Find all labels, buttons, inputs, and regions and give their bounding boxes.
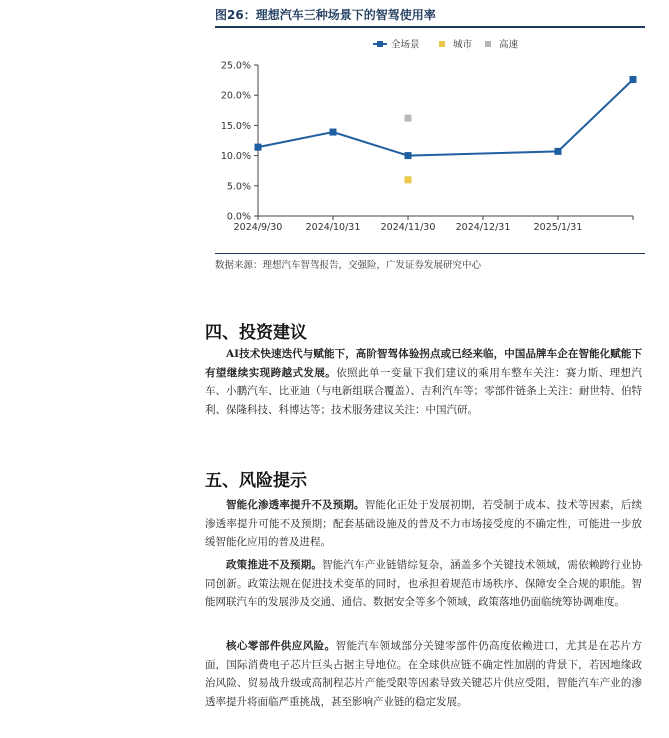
x-tick-label: 2025/1/31 bbox=[533, 222, 583, 233]
data-point-1 bbox=[630, 76, 637, 83]
y-tick-label: 15.0% bbox=[220, 120, 251, 132]
y-tick-label: 5.0% bbox=[226, 181, 251, 193]
risk-paragraph-2 bbox=[205, 556, 642, 612]
y-tick-label: 10.0% bbox=[220, 151, 251, 163]
section4-heading: 四、投资建议 bbox=[205, 323, 307, 343]
legend-marker bbox=[439, 41, 445, 47]
y-tick-label: 25.0% bbox=[220, 60, 251, 72]
data-point-2 bbox=[405, 176, 412, 183]
risk-2-body: 智能汽车产业链错综复杂，涵盖多个关键技术领域，需依赖跨行业协同创新。政策法规在促进技术变革的同时，也承担着规范市场秩序、保障安全合规的职能。智能网联汽车的发展涉及交通、通信、数据安全等多个领域，政策落地仍面临统筹协调难度。 bbox=[205, 559, 643, 609]
data-point-1 bbox=[255, 144, 262, 151]
risk-1-lead: 智能化渗透率提升不及预期。 bbox=[226, 499, 365, 511]
risk-paragraph-1 bbox=[205, 496, 642, 552]
y-tick-label: 20.0% bbox=[220, 90, 251, 102]
legend-label: 城市 bbox=[453, 39, 473, 51]
section4-paragraph bbox=[205, 345, 642, 419]
figure-source: 数据来源：理想汽车智驾报告，交强险，广发证券发展研究中心 bbox=[215, 260, 482, 271]
x-tick-label: 2024/12/31 bbox=[455, 222, 511, 233]
section5-heading: 五、风险提示 bbox=[205, 471, 307, 491]
section4-lead: AI技术快速迭代与赋能下，高阶智驾体验拐点或已经来临，中国品牌车企在智能化赋能下有望继续实现跨越式发展。 bbox=[205, 348, 642, 379]
y-tick-label: 0.0% bbox=[226, 211, 251, 223]
risk-paragraph-3 bbox=[205, 637, 642, 711]
section4-body: 依照此单一变量下我们建议的乘用车整车关注：赛力斯、理想汽车、小鹏汽车、比亚迪（与电新组联合覆盖）、吉利汽车等；零部件链条上关注：耐世特、伯特利、保隆科技、科博达等；技术服务建议关注：中国汽研。 bbox=[205, 366, 643, 416]
legend-marker bbox=[377, 41, 383, 47]
risk-1-body: 智能化正处于发展初期，若受制于成本、技术等因素，后续渗透率提升可能不及预期；配套基础设施及的普及不力市场接受度的不确定性，可能进一步放缓智能化应用的普及进程。 bbox=[205, 499, 643, 549]
risk-3-lead: 核心零部件供应风险。 bbox=[226, 640, 336, 652]
series-line-1 bbox=[258, 79, 633, 155]
data-point-1 bbox=[330, 129, 337, 136]
legend-label: 高速 bbox=[499, 39, 519, 51]
x-tick-label: 2024/9/30 bbox=[233, 222, 283, 233]
risk-3-body: 智能汽车领域部分关键零部件仍高度依赖进口，尤其是在芯片方面，国际消费电子芯片巨头占据主导地位。在全球供应链不确定性加剧的背景下，若因地缘政治风险、贸易战升级或高制程芯片产能受限等因素导致关键芯片供应受阻，智能汽车产业的渗透率提升将面临严重挑战，甚至影响产业链的稳定发展。 bbox=[205, 640, 643, 708]
legend-marker bbox=[485, 41, 491, 47]
legend-label: 全场景 bbox=[391, 39, 420, 51]
risk-2-lead: 政策推进不及预期。 bbox=[226, 559, 323, 571]
x-tick-label: 2024/11/30 bbox=[380, 222, 436, 233]
data-point-1 bbox=[555, 148, 562, 155]
data-point-3 bbox=[405, 115, 412, 122]
figure-bottom-rule bbox=[215, 253, 645, 254]
line-chart bbox=[215, 28, 645, 253]
figure-title: 图26：理想汽车三种场景下的智驾使用率 bbox=[215, 8, 436, 22]
x-tick-label: 2024/10/31 bbox=[305, 222, 361, 233]
data-point-1 bbox=[405, 152, 412, 159]
